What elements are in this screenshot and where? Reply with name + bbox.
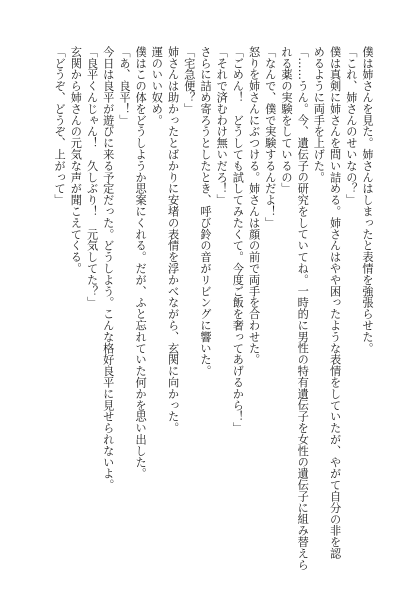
text-line: れる薬の実験をしているの」 <box>279 46 293 195</box>
text-line: めるように両手を上げた。 <box>312 46 326 183</box>
text-line: さらに詰め寄ろうとしたとき、呼び鈴の音がリビングに響いた。 <box>198 46 212 377</box>
text-line: 運のいい奴め。 <box>150 46 164 126</box>
text-line: 怒りを姉さんにぶつける。姉さんは顔の前で両手を合わせた。 <box>247 46 261 366</box>
text-line: 今日は良平が遊びに来る予定だった。どうしよう。こんな格好良平に見せられないよ。 <box>101 46 115 491</box>
text-line: 姉さんは助かったとばかりに安堵の表情を浮かべながら、玄関に向かった。 <box>166 46 180 434</box>
text-line: 僕はこの体をどうしようか思案にくれる。だが、ふと忘れていた何かを思い出した。 <box>134 46 148 480</box>
text-line: 僕は姉さんを見た。姉さんはしまったと表情を強張らせた。 <box>361 46 374 354</box>
text-line: 「良平くんじゃん！ 久しぶり！ 元気してた？」 <box>85 46 99 309</box>
text-line: 「あ、良平！」 <box>117 46 131 126</box>
text-line: 「宅急便？」 <box>182 46 196 115</box>
text-line: 僕は真剣に姉さんを問い詰める。姉さんはやや困ったような表情をしていたが、やがて自分の非を認 <box>328 46 342 559</box>
text-line: 「それで済むわけ無いだろ！」 <box>215 46 229 206</box>
text-line: 玄関から姉さんの元気な声が聞こえてくる。 <box>69 46 83 274</box>
text-line: 「なんで、僕で実験するんだよ！」 <box>263 46 277 229</box>
text-line: 「……うん。今、遺伝子の研究をしていてね。一時的に男性の特有遺伝子を女性の遺伝子に組み替えら <box>296 46 310 571</box>
text-line: 「どうぞ、どうぞ、上がって」 <box>53 46 67 206</box>
vertical-text-body <box>51 46 375 571</box>
text-line: 「これ、姉さんのせいなの？」 <box>344 46 358 206</box>
text-line: 「ごめん！ どうしても試してみたくて。今度ご飯を奢ってあげるから！」 <box>231 46 245 434</box>
